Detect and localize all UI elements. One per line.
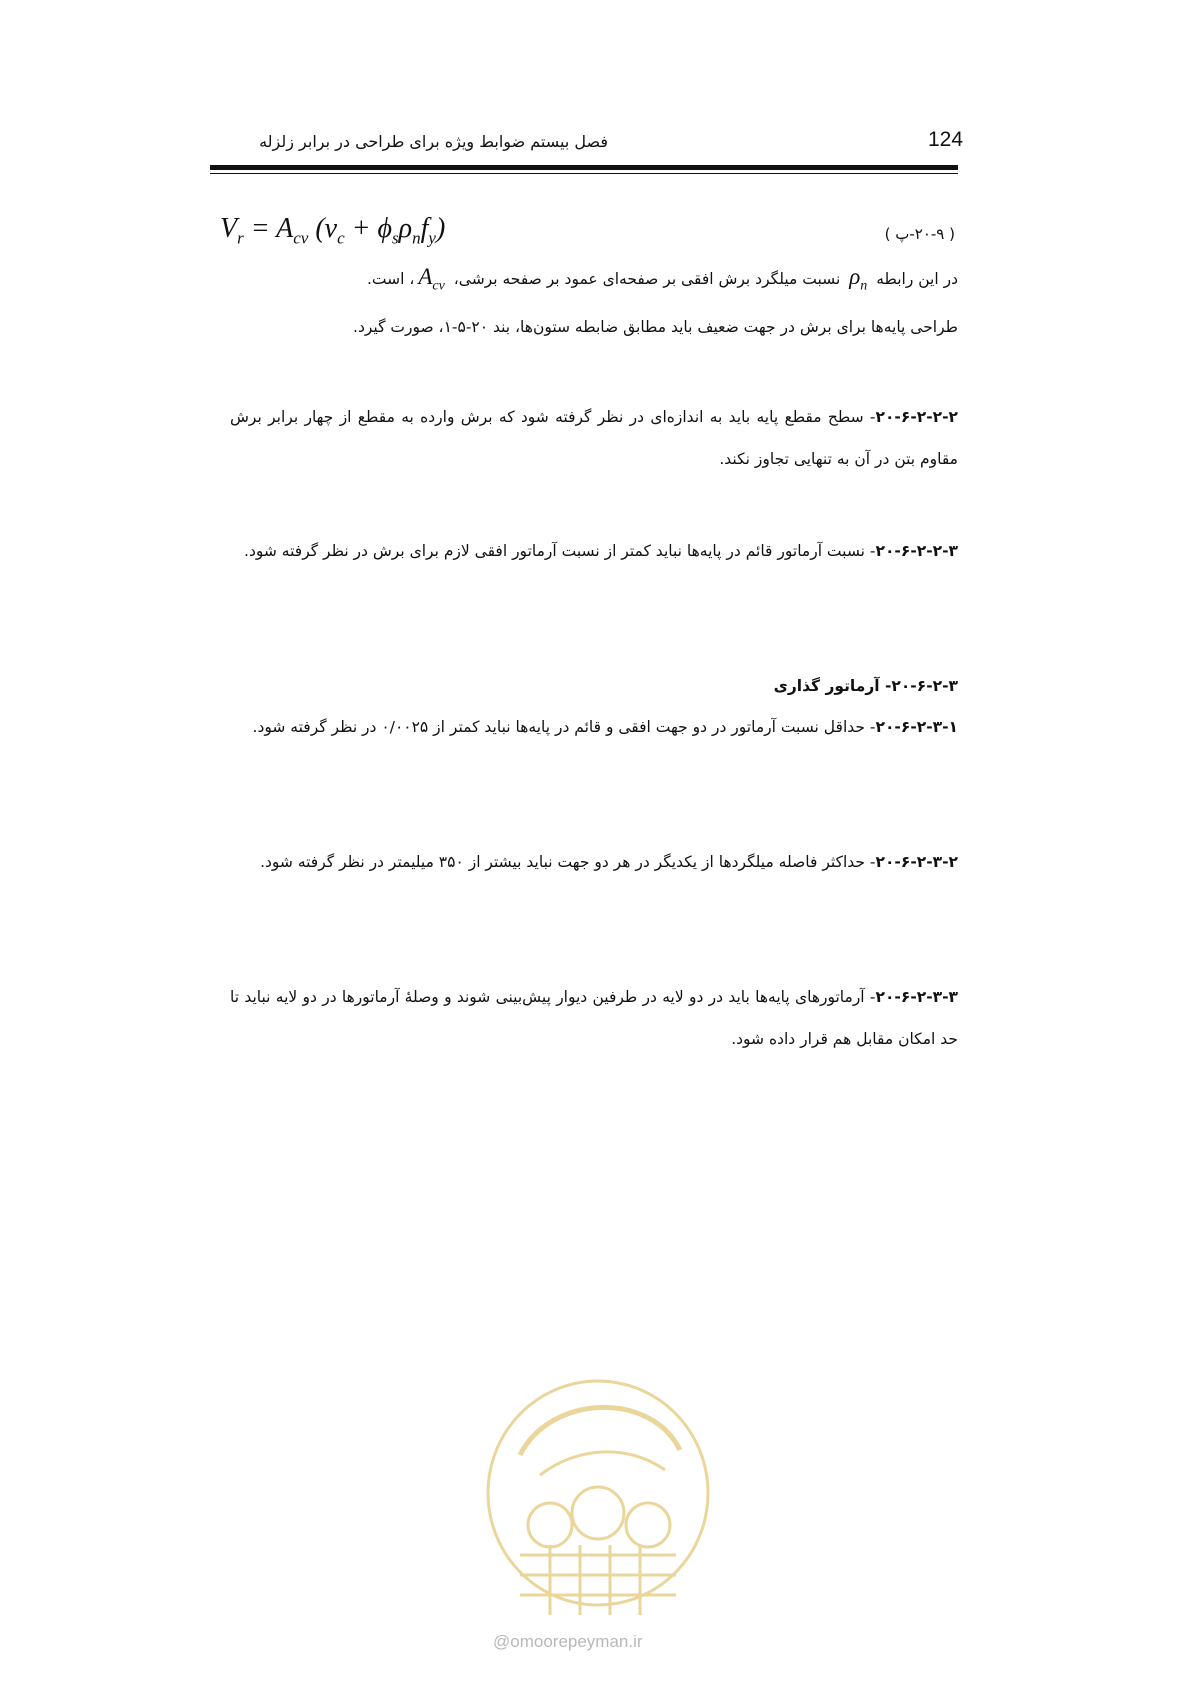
clause-text: - حداکثر فاصله میلگردها از یکدیگر در هر دو جهت نباید بیشتر از ۳۵۰ میلیمتر در نظر گرفته شود. xyxy=(260,853,876,871)
watermark-url: @omoorepeyman.ir xyxy=(493,1632,643,1651)
equation-number: ( ۲۰-۹-پ ) xyxy=(884,225,955,243)
header-rule-thin xyxy=(210,173,958,174)
watermark-logo xyxy=(480,1375,716,1621)
clause-number: ۲۰-۶-۲-۳-۳ xyxy=(875,988,958,1006)
section-heading xyxy=(230,665,958,707)
page-header xyxy=(210,122,964,170)
clause-text: - حداقل نسبت آرماتور در دو جهت افقی و قائم در پایه‌ها نباید کمتر از ۰/۰۰۲۵ در نظر گرفته شود. xyxy=(252,718,876,736)
chapter-title: فصل بیستم ضوابط ویژه برای طراحی در برابر زلزله xyxy=(259,132,608,151)
clause-number: ۲۰-۶-۲-۲-۳ xyxy=(875,542,958,560)
clause-paragraph xyxy=(230,396,958,480)
acv-symbol: $A_{cv}$ xyxy=(418,264,445,294)
equation-row xyxy=(220,213,955,257)
intro-line-2: طراحی پایه‌ها برای برش در جهت ضعیف باید مطابق ضابطه ستون‌ها، بند ۲۰-۵-۱، صورت گیرد. xyxy=(353,317,958,336)
clause-text: - آرماتورهای پایه‌ها باید در دو لایه در طرفین دیوار پیش‌بینی شوند و وصلهٔ آرماتورها در دو لایه نباید تا حد امکان مقابل هم قرار داده شود. xyxy=(230,988,958,1048)
clause-paragraph xyxy=(230,841,958,883)
clause-number: ۲۰-۶-۲-۳-۲ xyxy=(875,853,958,871)
intro-paragraph xyxy=(238,257,958,347)
shear-strength-equation: $V_r = A_{cv}$ $(v_c + \phi_s\rho_nf_y)$ xyxy=(220,213,446,248)
header-rule-thick xyxy=(210,165,958,170)
clause-number: ۲۰-۶-۲-۲-۲ xyxy=(875,408,958,426)
clause-number: ۲۰-۶-۲-۳-۱ xyxy=(875,718,958,736)
section-number: ۲۰-۶-۲-۳ xyxy=(891,677,958,695)
clause-text: - سطح مقطع پایه باید به اندازه‌ای در نظر گرفته شود که برش وارده به مقطع از چهار برابر برش مقاوم بتن در آن به تنهایی تجاوز نکند. xyxy=(230,408,958,468)
intro-line-1: در این رابطه $\rho_n$ نسبت میلگرد برش افقی بر صفحه‌ای عمود بر صفحه برشی، $A_{cv}،$ است. xyxy=(366,264,958,294)
clause-text: - نسبت آرماتور قائم در پایه‌ها نباید کمتر از نسبت آرماتور افقی لازم برای برش در نظر گرفته شود. xyxy=(244,542,876,560)
rho-n-symbol: $\rho_n$ xyxy=(849,264,868,294)
clause-paragraph xyxy=(230,706,958,748)
clause-paragraph xyxy=(230,976,958,1060)
page-number: 124 xyxy=(928,128,964,151)
section-title: - آرماتور گذاری xyxy=(773,677,892,695)
clause-paragraph xyxy=(230,530,958,572)
